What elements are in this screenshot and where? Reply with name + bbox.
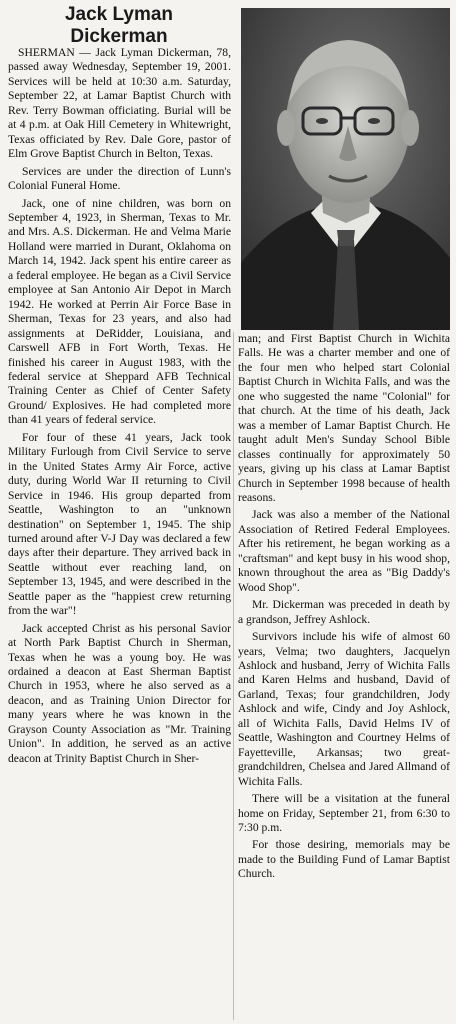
column-divider [233,332,234,1020]
paragraph-retirement: Jack was also a member of the National Association of Retired Federal Employees. After his retirement, he began working as a "craftsman" and kept busy in his wood shop, known throughout the area as "Big Daddy's Wood Shop". [238,508,450,594]
obituary-right-column [238,332,450,1020]
paragraph-preceded-in-death: Mr. Dickerman was preceded in death by a grandson, Jeffrey Ashlock. [238,598,450,626]
paragraph-survivors: Survivors include his wife of almost 60 years, Velma; two daughters, Jacquelyn Ashlock and husband, Jerry of Wichita Falls and Karen Helms and husband, David of Garland, Texas; four grandchildren, Jody Ashlock and wife, Cindy and Joy Ashlock, all of Wichita Falls, David Helms IV of Seattle, Washington and Courtney Helms of Fayetteville, Arkansas; two great-grandchildren, Chelsea and Jared Allmand of Wichita Falls. [238,630,450,788]
headline-line-2: Dickerman [70,26,168,47]
paragraph-military-service: For four of these 41 years, Jack took Military Furlough from Civil Service to serve in the United States Army Air Force, active duty, during World War II returning to Civil Service in 1946. His group departed from Seattle, Washington to an "unknown destination" on September 1, 1945. The ship turned around after V-J Day was declared a few days after their departure. They arrived back in Seattle without ever reaching land, on September 13, 1945, and were described in the Seattle paper as the "happiest crew returning from the war"! [8,430,231,618]
portrait-photo [241,8,450,330]
obituary-left-column [8,46,231,1018]
obituary-headline [8,4,230,48]
portrait-photo-icon [241,8,450,330]
paragraph-early-life-career: Jack, one of nine children, was born on September 4, 1923, in Sherman, Texas to Mr. and Mrs. A.S. Dickerman. He and Velma Marie Holland were married in Durant, Oklahoma on March 14, 1942. Jack spent his entire career as a federal employee. He began as a Civil Service employee at San Antonio Air Depot in March 1942. He worked at Perrin Air Force Base in Sherman, Texas for 23 years, and also had assignments at DeRidder, Louisiana, and Carswell AFB in Fort Worth, Texas. He finished his career in August 1983, with the federal service at Sheppard AFB Technical Training Center as Chief of Center Safety Ground/ Explosives. He had completed more than 41 years of federal service. [8,196,231,427]
headline-line-1: Jack Lyman [64,4,174,25]
paragraph-church-continued: man; and First Baptist Church in Wichita Falls. He was a charter member and one of the four men who helped start Colonial Baptist Church in Wichita Falls, and was the one who suggested the name "Colonial" for that church. At the time of his death, Jack was a member of Lamar Baptist Church. He taught adult Men's Sunday School Bible classes continually for approximately 50 years, giving up his class at Lamar Baptist Church in September 1998 because of health reasons. [238,332,450,504]
paragraph-funeral-home: Services are under the direction of Lunn's Colonial Funeral Home. [8,164,231,193]
paragraph-service-details: SHERMAN — Jack Lyman Dickerman, 78, passed away Wednesday, September 19, 2001. Services will be held at 10:30 a.m. Saturday, September 22, at Lamar Baptist Church with Rev. Terry Bowman officiating. Burial will be at 4 p.m. at Oak Hill Cemetery in Whitewright, Texas officiated by Rev. Dale Gore, pastor of Elm Grove Baptist Church in Belton, Texas. [8,46,231,161]
paragraph-church-life: Jack accepted Christ as his personal Savior at North Park Baptist Church in Sherman, Texas when he was a young boy. He was ordained a deacon at East Sherman Baptist Church in 1953, where he also served as a deacon, and as Training Union Director for many years where he was known in the Grayson County Association as "Mr. Training Union". In addition, he served as an active deacon at Trinity Baptist Church in Sher- [8,621,231,765]
paragraph-visitation: There will be a visitation at the funeral home on Friday, September 21, from 6:30 to 7:30 p.m. [238,792,450,834]
paragraph-memorials: For those desiring, memorials may be made to the Building Fund of Lamar Baptist Church. [238,838,450,881]
